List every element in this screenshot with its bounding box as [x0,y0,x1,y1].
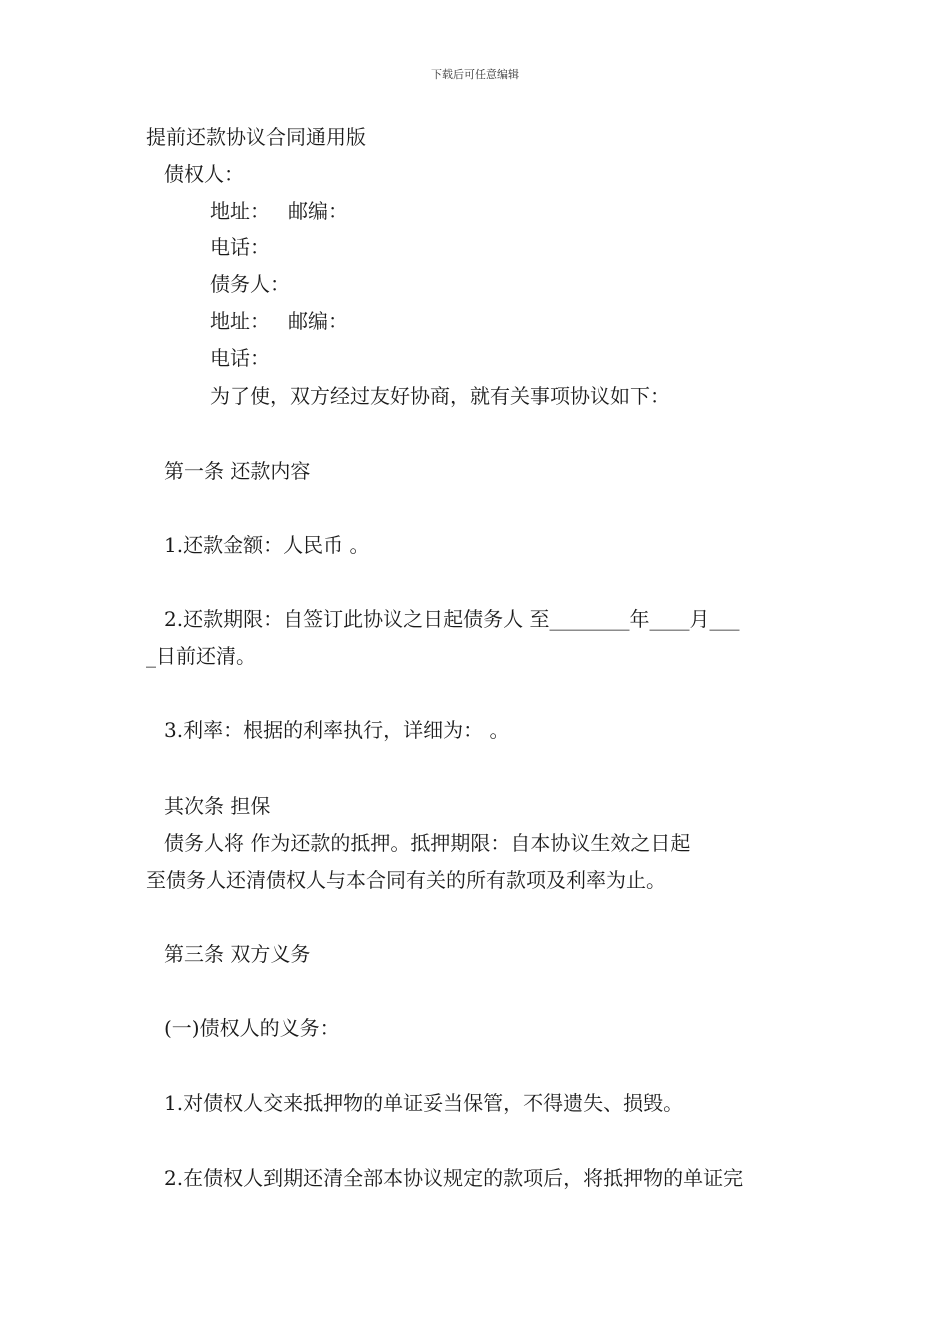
intro-paragraph: 为了使，双方经过友好协商，就有关事项协议如下： [210,384,670,408]
creditor-phone-label: 电话： [210,235,270,259]
article-1-title: 第一条 还款内容 [164,459,311,483]
debtor-phone-label: 电话： [210,346,270,370]
article-1-item-2-line-2: _日前还清。 [146,644,256,668]
page-header: 下载后可任意编辑 [431,68,519,81]
article-2-paragraph-line-2: 至债务人还清债权人与本合同有关的所有款项及利率为止。 [146,868,666,892]
article-3-title: 第三条 双方义务 [164,942,311,966]
creditor-label: 债权人： [164,162,244,186]
creditor-postcode-label: 邮编： [288,199,348,223]
debtor-address-label: 地址： [210,309,270,333]
article-3-subsection-1: (一)债权人的义务： [164,1016,340,1040]
article-3-item-1: 1.对债权人交来抵押物的单证妥当保管，不得遗失、损毁。 [164,1091,684,1115]
article-1-item-2-line-1: 2.还款期限：自签订此协议之日起债务人 至________年____月___ [164,607,740,631]
creditor-address-label: 地址： [210,199,270,223]
creditor-address-line [210,199,348,223]
article-1-item-1: 1.还款金额：人民币 。 [164,533,370,557]
document-title: 提前还款协议合同通用版 [146,125,366,149]
debtor-label: 债务人： [210,272,290,296]
article-2-paragraph-line-1: 债务人将 作为还款的抵押。抵押期限：自本协议生效之日起 [164,831,691,855]
article-2-title: 其次条 担保 [164,794,271,818]
debtor-postcode-label: 邮编： [288,309,348,333]
article-1-item-3: 3.利率：根据的利率执行，详细为： 。 [164,718,510,742]
article-3-item-2: 2.在债权人到期还清全部本协议规定的款项后，将抵押物的单证完 [164,1166,744,1190]
debtor-address-line [210,309,348,333]
